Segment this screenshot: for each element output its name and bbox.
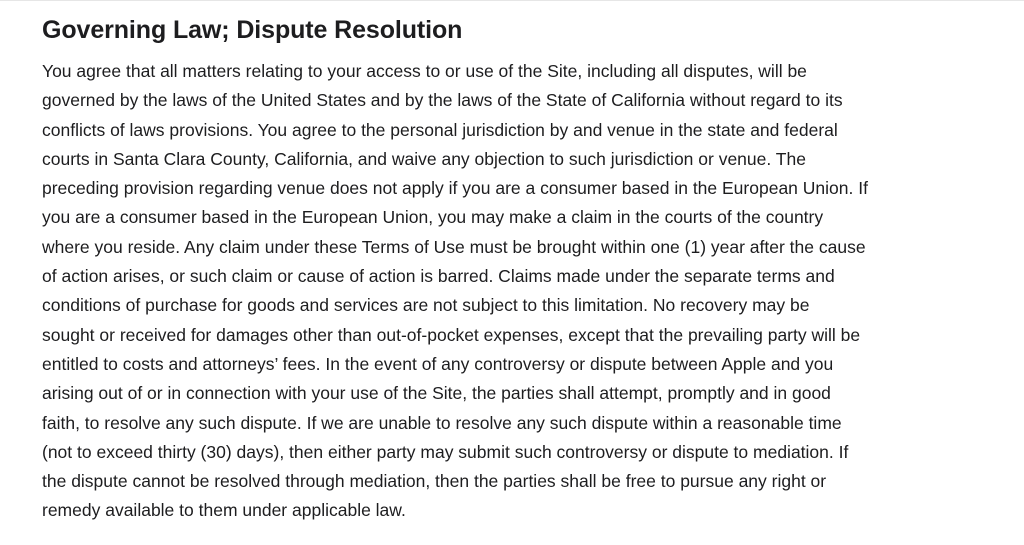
body-line: sought or received for damages other than out-of-pocket expenses, except that the prevailing party will be (42, 324, 861, 345)
body-line: You agree that all matters relating to your access to or use of the Site, including all disputes, will be (42, 61, 807, 81)
body-line: faith, to resolve any such dispute. If we are unable to resolve any such dispute within a reasonable time (42, 412, 842, 433)
body-line: (not to exceed thirty (30) days), then either party may submit such controversy or dispute to mediation. If (42, 441, 849, 462)
body-line: remedy available to them under applicable law. (42, 500, 406, 521)
body-line: you are a consumer based in the European Union, you may make a claim in the courts of the country (42, 207, 824, 228)
body-line: governed by the laws of the United States and by the laws of the State of California without regard to its (42, 90, 843, 111)
body-line: conflicts of laws provisions. You agree to the personal jurisdiction by and venue in the state and federal (42, 119, 838, 140)
body-line: preceding provision regarding venue does not apply if you are a consumer based in the European Union. If (42, 178, 868, 199)
body-line: the dispute cannot be resolved through mediation, then the parties shall be free to pursue any right or (42, 471, 827, 492)
body-line: where you reside. Any claim under these Terms of Use must be brought within one (1) year after the cause (42, 236, 866, 257)
governing-law-section (42, 14, 1017, 526)
section-heading: Governing Law; Dispute Resolution (42, 16, 463, 44)
body-line: of action arises, or such claim or cause of action is barred. Claims made under the separate terms and (42, 266, 835, 287)
body-line: courts in Santa Clara County, California, and waive any objection to such jurisdiction or venue. The (42, 148, 806, 169)
top-divider (0, 0, 1024, 1)
body-line: conditions of purchase for goods and services are not subject to this limitation. No recovery may be (42, 295, 810, 316)
body-line: arising out of or in connection with your use of the Site, the parties shall attempt, promptly and in good (42, 383, 831, 404)
body-line: entitled to costs and attorneys’ fees. In the event of any controversy or dispute between Apple and you (42, 353, 834, 374)
section-body (42, 57, 1017, 526)
